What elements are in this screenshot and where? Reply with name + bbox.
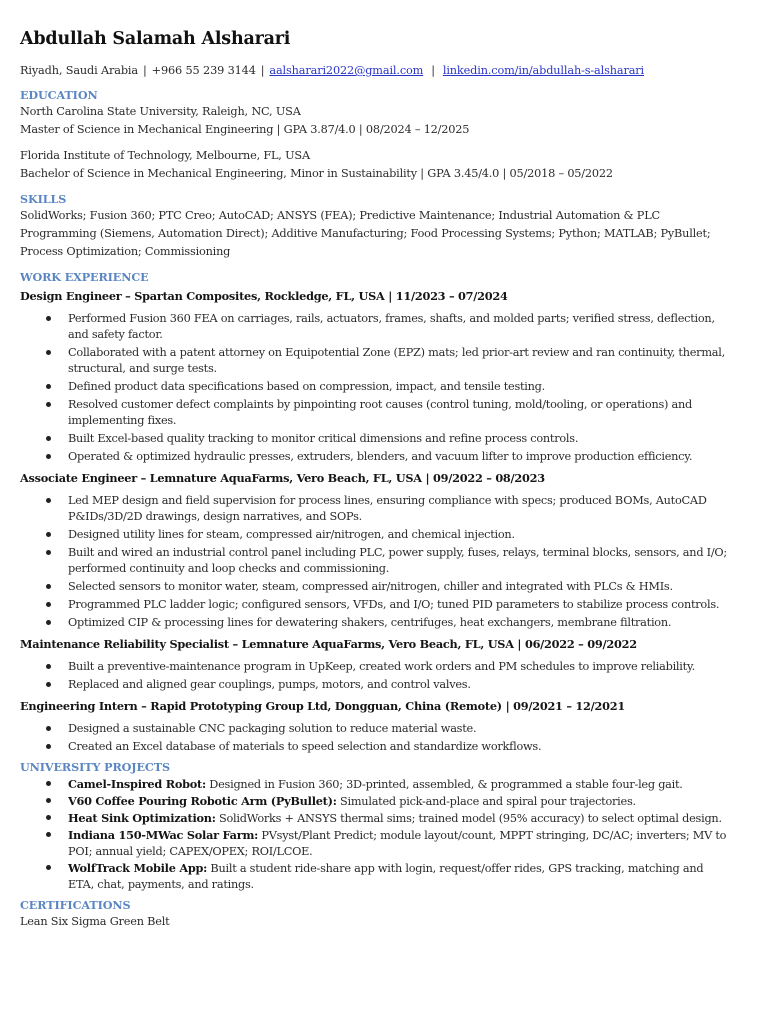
bullet-icon [46, 744, 51, 749]
bullet-item [20, 397, 738, 429]
bullet-icon [46, 532, 51, 537]
location: Riyadh, Saudi Arabia [20, 64, 138, 77]
job-bullets [20, 659, 738, 693]
bullet-icon [46, 726, 51, 731]
section-title-certifications: CERTIFICATIONS [20, 898, 131, 912]
bullet-icon [46, 436, 51, 441]
linkedin-link[interactable]: linkedin.com/in/abdullah-s-alsharari [442, 64, 645, 77]
bullet-item [20, 493, 738, 525]
bullet-item [20, 527, 738, 543]
separator: | [260, 64, 265, 77]
bullet-item [20, 677, 738, 693]
bullet-icon [46, 402, 51, 407]
project-desc: Built a student ride-share app with login, request/offer rides, GPS tracking, matching and ETA, chat, payments, and ratings. [68, 862, 704, 891]
job-heading: Engineering Intern – Rapid Prototyping Group Ltd, Dongguan, China (Remote) | 09/2021 – 12/2021 [20, 699, 625, 713]
bullet-icon [46, 865, 51, 870]
project-name: Indiana 150-MWac Solar Farm: [68, 828, 259, 842]
bullet-item [20, 379, 738, 395]
bullet-icon [46, 815, 51, 820]
bullet-text: Designed a sustainable CNC packaging solution to reduce material waste. [68, 722, 477, 735]
project-list [20, 776, 738, 893]
education-entry [20, 103, 738, 139]
certification-item: Lean Six Sigma Green Belt [20, 915, 170, 928]
bullet-icon [46, 454, 51, 459]
separator: | [431, 64, 435, 77]
section-title-work-experience: WORK EXPERIENCE [20, 270, 149, 284]
degree-detail: Master of Science in Mechanical Engineering | GPA 3.87/4.0 | 08/2024 – 12/2025 [20, 123, 470, 136]
job-heading: Design Engineer – Spartan Composites, Rockledge, FL, USA | 11/2023 – 07/2024 [20, 289, 508, 303]
project-name: Heat Sink Optimization: [68, 811, 216, 825]
bullet-icon [46, 550, 51, 555]
bullet-text: Performed Fusion 360 FEA on carriages, rails, actuators, frames, shafts, and molded parts; verified stress, deflection, and safety factor. [68, 312, 715, 341]
section-title-education: EDUCATION [20, 88, 98, 102]
bullet-text: Collaborated with a patent attorney on Equipotential Zone (EPZ) mats; led prior-art review and ran continuity, thermal, structural, and surge tests. [68, 346, 725, 375]
bullet-text: Built Excel-based quality tracking to monitor critical dimensions and refine process controls. [68, 432, 579, 445]
email-link[interactable]: aalsharari2022@gmail.com [269, 64, 424, 77]
bullet-item [20, 431, 738, 447]
project-item [20, 860, 738, 893]
section-title-skills: SKILLS [20, 192, 67, 206]
bullet-text: Built and wired an industrial control panel including PLC, power supply, fuses, relays, terminal blocks, sensors, and I/O; performed continuity and loop checks and commissioning. [68, 546, 727, 575]
candidate-name: Abdullah Salamah Alsharari [20, 29, 291, 49]
bullet-icon [46, 682, 51, 687]
bullet-text: Defined product data specifications based on compression, impact, and tensile testing. [68, 380, 545, 393]
job-bullets [20, 311, 738, 465]
skills-line: Programming (Siemens, Automation Direct); Additive Manufacturing; Food Processing Systems; Python; MATLAB; PyBullet; [20, 227, 711, 240]
project-name: WolfTrack Mobile App: [68, 861, 208, 875]
bullet-icon [46, 798, 51, 803]
project-item [20, 793, 738, 810]
degree-detail: Bachelor of Science in Mechanical Engineering, Minor in Sustainability | GPA 3.45/4.0 | 05/2018 – 05/2022 [20, 167, 613, 180]
bullet-text: Created an Excel database of materials to speed selection and standardize workflows. [68, 740, 542, 753]
bullet-text: Designed utility lines for steam, compressed air/nitrogen, and chemical injection. [68, 528, 515, 541]
bullet-text: Replaced and aligned gear couplings, pumps, motors, and control valves. [68, 678, 471, 691]
project-item [20, 827, 738, 860]
bullet-item [20, 739, 738, 755]
project-desc: Designed in Fusion 360; 3D-printed, assembled, & programmed a stable four-leg gait. [205, 778, 683, 791]
phone: +966 55 239 3144 [151, 64, 256, 77]
bullet-icon [46, 781, 51, 786]
separator: | [142, 64, 147, 77]
bullet-item [20, 449, 738, 465]
bullet-icon [46, 498, 51, 503]
project-desc: Simulated pick-and-place and spiral pour trajectories. [336, 795, 636, 808]
contact-line [20, 63, 738, 79]
bullet-item [20, 579, 738, 595]
bullet-icon [46, 316, 51, 321]
bullet-text: Selected sensors to monitor water, steam, compressed air/nitrogen, chiller and integrated with PLCs & HMIs. [68, 580, 673, 593]
job-bullets [20, 493, 738, 631]
project-desc: SolidWorks + ANSYS thermal sims; trained model (95% accuracy) to select optimal design. [215, 812, 722, 825]
bullet-icon [46, 350, 51, 355]
school-name: North Carolina State University, Raleigh, NC, USA [20, 105, 301, 118]
bullet-icon [46, 602, 51, 607]
job-bullets [20, 721, 738, 755]
job-heading: Maintenance Reliability Specialist – Lemnature AquaFarms, Vero Beach, FL, USA | 06/2022 – 09/2022 [20, 637, 637, 651]
project-name: V60 Coffee Pouring Robotic Arm (PyBullet): [68, 794, 337, 808]
skills-line: SolidWorks; Fusion 360; PTC Creo; AutoCAD; ANSYS (FEA); Predictive Maintenance; Industrial Automation & PLC [20, 209, 660, 222]
bullet-item [20, 597, 738, 613]
bullet-text: Led MEP design and field supervision for process lines, ensuring compliance with specs; produced BOMs, AutoCAD P&IDs/3D/2D drawings, design narratives, and SOPs. [68, 494, 707, 523]
section-title-university-projects: UNIVERSITY PROJECTS [20, 760, 170, 774]
bullet-icon [46, 384, 51, 389]
bullet-text: Resolved customer defect complaints by pinpointing root causes (control tuning, mold/tooling, or operations) and implementing fixes. [68, 398, 693, 427]
bullet-icon [46, 584, 51, 589]
job-heading: Associate Engineer – Lemnature AquaFarms, Vero Beach, FL, USA | 09/2022 – 08/2023 [20, 471, 545, 485]
bullet-text: Operated & optimized hydraulic presses, extruders, blenders, and vacuum lifter to improve production efficiency. [68, 450, 693, 463]
bullet-text: Optimized CIP & processing lines for dewatering shakers, centrifuges, heat exchangers, membrane filtration. [68, 616, 672, 629]
bullet-item [20, 311, 738, 343]
project-desc: PVsyst/Plant Predict; module layout/count, MPPT stringing, DC/AC; inverters; MV to POI; annual yield; CAPEX/OPEX; ROI/LCOE. [68, 829, 727, 858]
skills-line: Process Optimization; Commissioning [20, 245, 231, 258]
bullet-item [20, 345, 738, 377]
project-item [20, 810, 738, 827]
bullet-text: Programmed PLC ladder logic; configured sensors, VFDs, and I/O; tuned PID parameters to stabilize process controls. [68, 598, 720, 611]
bullet-icon [46, 620, 51, 625]
bullet-item [20, 659, 738, 675]
project-item [20, 776, 738, 793]
bullet-icon [46, 832, 51, 837]
bullet-item [20, 545, 738, 577]
bullet-item [20, 721, 738, 737]
bullet-text: Built a preventive-maintenance program in UpKeep, created work orders and PM schedules to improve reliability. [68, 660, 695, 673]
project-name: Camel-Inspired Robot: [68, 777, 206, 791]
school-name: Florida Institute of Technology, Melbourne, FL, USA [20, 149, 310, 162]
bullet-item [20, 615, 738, 631]
education-entry [20, 147, 738, 183]
bullet-icon [46, 664, 51, 669]
